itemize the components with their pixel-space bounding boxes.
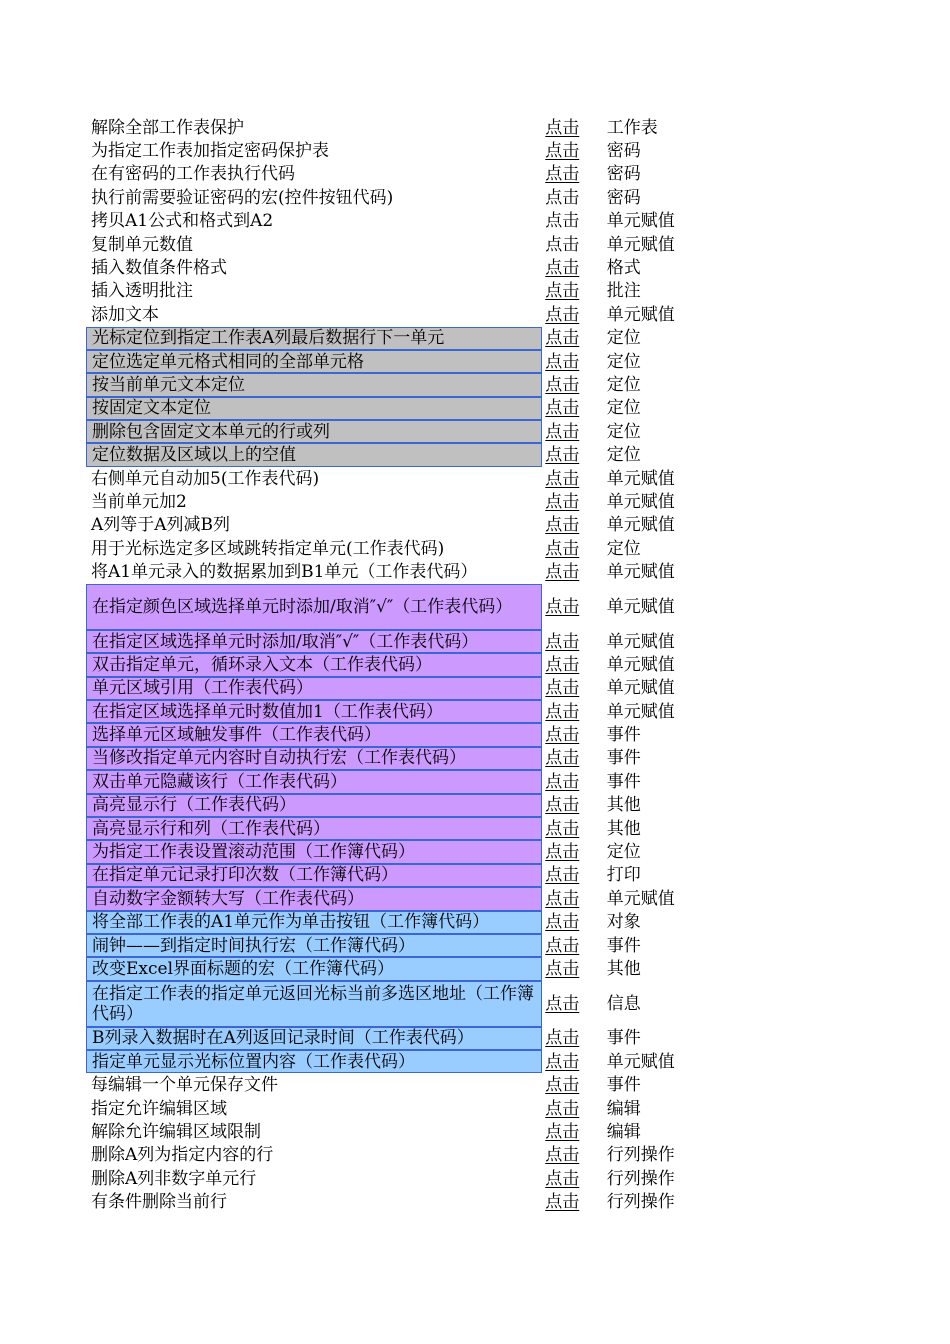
click-link-cell (542, 163, 606, 186)
click-link[interactable]: 点击 (545, 491, 580, 512)
click-link[interactable]: 点击 (545, 1145, 580, 1166)
macro-description: 为指定工作表加指定密码保护表 (91, 141, 329, 162)
macro-description: 改变Excel界面标题的宏（工作簿代码） (86, 957, 542, 980)
macro-description: 按当前单元文本定位 (86, 373, 542, 396)
table-row (86, 163, 696, 186)
click-link-cell (542, 747, 606, 770)
category-label: 单元赋值 (606, 701, 675, 722)
category-label: 定位 (606, 421, 641, 442)
category-label: 定位 (606, 398, 641, 419)
table-row (86, 1050, 696, 1073)
macro-description: 右侧单元自动加5(工作表代码) (91, 468, 320, 489)
click-link[interactable]: 点击 (545, 468, 580, 489)
click-link[interactable]: 点击 (545, 1028, 580, 1049)
macro-description: 选择单元区域触发事件（工作表代码） (86, 723, 542, 746)
table-row (86, 373, 696, 396)
click-link-cell (542, 981, 606, 1027)
category-label: 单元赋值 (606, 211, 675, 232)
table-row (86, 443, 696, 466)
category-label: 事件 (606, 771, 641, 792)
click-link-cell (542, 537, 606, 560)
category-label: 定位 (606, 351, 641, 372)
category-label: 打印 (606, 865, 641, 886)
category-label: 定位 (606, 374, 641, 395)
click-link-cell (542, 677, 606, 700)
click-link-cell (542, 490, 606, 513)
category-label: 事件 (606, 1028, 641, 1049)
table-row (86, 630, 696, 653)
click-link-cell (542, 794, 606, 817)
macro-description: 指定允许编辑区域 (91, 1098, 227, 1119)
macro-description: 在指定颜色区域选择单元时添加/取消″√″（工作表代码） (86, 584, 542, 630)
click-link-cell (542, 420, 606, 443)
table-row (86, 1027, 696, 1050)
click-link[interactable]: 点击 (545, 958, 580, 979)
category-label: 单元赋值 (606, 234, 675, 255)
category-label: 其他 (606, 795, 641, 816)
table-row (86, 303, 696, 326)
macro-description: 当修改指定单元内容时自动执行宏（工作表代码） (86, 747, 542, 770)
table-row (86, 116, 696, 139)
click-link-cell (542, 256, 606, 279)
macro-description: 高亮显示行（工作表代码） (86, 794, 542, 817)
table-row (86, 537, 696, 560)
macro-description: 高亮显示行和列（工作表代码） (86, 817, 542, 840)
click-link-cell (542, 817, 606, 840)
table-row (86, 1073, 696, 1096)
category-label: 对象 (606, 912, 641, 933)
category-label: 单元赋值 (606, 654, 675, 675)
click-link-cell (542, 116, 606, 139)
macro-description: 插入透明批注 (91, 281, 193, 302)
table-row (86, 887, 696, 910)
click-link[interactable]: 点击 (545, 912, 580, 933)
click-link-cell (542, 1027, 606, 1050)
macro-description: 删除A列为指定内容的行 (91, 1145, 274, 1166)
click-link-cell (542, 303, 606, 326)
click-link[interactable]: 点击 (545, 421, 580, 442)
click-link-cell (542, 864, 606, 887)
macro-description: 定位选定单元格式相同的全部单元格 (86, 350, 542, 373)
click-link-cell (542, 630, 606, 653)
click-link[interactable]: 点击 (545, 515, 580, 536)
click-link-cell (542, 233, 606, 256)
click-link-cell (542, 327, 606, 350)
click-link-cell (542, 443, 606, 466)
macro-description: 解除全部工作表保护 (91, 117, 244, 138)
category-label: 行列操作 (606, 1145, 675, 1166)
table-row (86, 1120, 696, 1143)
table-row (86, 794, 696, 817)
category-label: 事件 (606, 725, 641, 746)
macro-description: 删除A列非数字单元行 (91, 1168, 257, 1189)
table-row (86, 560, 696, 583)
category-label: 批注 (606, 281, 641, 302)
table-row (86, 420, 696, 443)
click-link[interactable]: 点击 (545, 304, 580, 325)
category-label: 单元赋值 (606, 515, 675, 536)
click-link-cell (542, 186, 606, 209)
category-label: 行列操作 (606, 1192, 675, 1213)
category-label: 事件 (606, 935, 641, 956)
table-row (86, 584, 696, 630)
click-link-cell (542, 514, 606, 537)
click-link-cell (542, 840, 606, 863)
macro-description: 在指定工作表的指定单元返回光标当前多选区地址（工作簿代码） (86, 981, 542, 1027)
click-link[interactable]: 点击 (545, 1121, 580, 1142)
macro-description: 将全部工作表的A1单元作为单击按钮（工作簿代码） (86, 911, 542, 934)
category-label: 事件 (606, 1075, 641, 1096)
click-link[interactable]: 点击 (545, 281, 580, 302)
table-row (86, 934, 696, 957)
table-row (86, 1097, 696, 1120)
macro-description: 有条件删除当前行 (91, 1192, 227, 1213)
table-row (86, 327, 696, 350)
click-link[interactable]: 点击 (545, 211, 580, 232)
table-row (86, 139, 696, 162)
category-label: 行列操作 (606, 1168, 675, 1189)
macro-description: 双击指定单元，循环录入文本（工作表代码） (86, 653, 542, 676)
click-link-cell (542, 1144, 606, 1167)
table-row (86, 490, 696, 513)
macro-description: 解除允许编辑区域限制 (91, 1121, 261, 1142)
click-link-cell (542, 1190, 606, 1213)
click-link[interactable]: 点击 (545, 1051, 580, 1072)
macro-description: 执行前需要验证密码的宏(控件按钮代码) (91, 187, 394, 208)
table-row (86, 840, 696, 863)
click-link[interactable]: 点击 (545, 117, 580, 138)
macro-description: 光标定位到指定工作表A列最后数据行下一单元 (86, 327, 542, 350)
table-row (86, 677, 696, 700)
macro-description: 用于光标选定多区域跳转指定单元(工作表代码) (91, 538, 445, 559)
table-row (86, 1144, 696, 1167)
click-link[interactable]: 点击 (545, 187, 580, 208)
category-label: 单元赋值 (606, 491, 675, 512)
category-label: 密码 (606, 164, 641, 185)
click-link-cell (542, 1097, 606, 1120)
macro-description: 按固定文本定位 (86, 397, 542, 420)
macro-description: 每编辑一个单元保存文件 (91, 1075, 278, 1096)
category-label: 单元赋值 (606, 468, 675, 489)
click-link[interactable]: 点击 (545, 398, 580, 419)
click-link-cell (542, 467, 606, 490)
macro-description: 在指定区域选择单元时数值加1（工作表代码） (86, 700, 542, 723)
table-row (86, 397, 696, 420)
click-link-cell (542, 770, 606, 793)
macro-description: 单元区域引用（工作表代码） (86, 677, 542, 700)
table-row (86, 210, 696, 233)
click-link-cell (542, 1167, 606, 1190)
macro-description: 在指定单元记录打印次数（工作簿代码） (86, 864, 542, 887)
category-label: 单元赋值 (606, 1051, 675, 1072)
click-link-cell (542, 584, 606, 630)
click-link-cell (542, 560, 606, 583)
table-row (86, 981, 696, 1027)
category-label: 单元赋值 (606, 631, 675, 652)
click-link[interactable]: 点击 (545, 562, 580, 583)
table-row (86, 911, 696, 934)
click-link-cell (542, 373, 606, 396)
click-link-cell (542, 887, 606, 910)
table-row (86, 280, 696, 303)
click-link[interactable]: 点击 (545, 538, 580, 559)
macro-description: 自动数字金额转大写（工作表代码） (86, 887, 542, 910)
macro-description: B列录入数据时在A列返回记录时间（工作表代码） (86, 1027, 542, 1050)
click-link[interactable]: 点击 (545, 164, 580, 185)
category-label: 密码 (606, 187, 641, 208)
click-link-cell (542, 1120, 606, 1143)
category-label: 事件 (606, 748, 641, 769)
click-link[interactable]: 点击 (545, 678, 580, 699)
click-link[interactable]: 点击 (545, 328, 580, 349)
macro-description: 定位数据及区域以上的空值 (86, 443, 542, 466)
macro-index-table (86, 116, 696, 1214)
click-link[interactable]: 点击 (545, 445, 580, 466)
click-link[interactable]: 点击 (545, 865, 580, 886)
click-link-cell (542, 139, 606, 162)
click-link[interactable]: 点击 (545, 1168, 580, 1189)
macro-description: 复制单元数值 (91, 234, 193, 255)
click-link[interactable]: 点击 (545, 631, 580, 652)
click-link[interactable]: 点击 (545, 771, 580, 792)
click-link[interactable]: 点击 (545, 1098, 580, 1119)
macro-description: 添加文本 (91, 304, 159, 325)
macro-description: 将A1单元录入的数据累加到B1单元（工作表代码） (91, 562, 478, 583)
macro-description: A列等于A列减B列 (91, 515, 231, 536)
category-label: 工作表 (606, 117, 658, 138)
category-label: 定位 (606, 445, 641, 466)
click-link[interactable]: 点击 (545, 1075, 580, 1096)
macro-description: 在有密码的工作表执行代码 (91, 164, 295, 185)
category-label: 定位 (606, 842, 641, 863)
table-row (86, 256, 696, 279)
macro-description: 当前单元加2 (91, 491, 187, 512)
category-label: 格式 (606, 258, 641, 279)
click-link[interactable]: 点击 (545, 935, 580, 956)
click-link[interactable]: 点击 (545, 725, 580, 746)
macro-description: 双击单元隐藏该行（工作表代码） (86, 770, 542, 793)
category-label: 单元赋值 (606, 596, 675, 617)
click-link[interactable]: 点击 (545, 818, 580, 839)
click-link[interactable]: 点击 (545, 234, 580, 255)
click-link[interactable]: 点击 (545, 351, 580, 372)
table-row (86, 233, 696, 256)
click-link[interactable]: 点击 (545, 654, 580, 675)
table-row (86, 1190, 696, 1213)
macro-description: 拷贝A1公式和格式到A2 (91, 211, 274, 232)
macro-description: 插入数值条件格式 (91, 258, 227, 279)
table-row (86, 747, 696, 770)
macro-description: 在指定区域选择单元时添加/取消″√″（工作表代码） (86, 630, 542, 653)
click-link-cell (542, 280, 606, 303)
click-link[interactable]: 点击 (545, 596, 580, 617)
table-row (86, 817, 696, 840)
category-label: 编辑 (606, 1121, 641, 1142)
table-row (86, 350, 696, 373)
category-label: 其他 (606, 818, 641, 839)
category-label: 单元赋值 (606, 304, 675, 325)
click-link-cell (542, 1050, 606, 1073)
table-row (86, 957, 696, 980)
click-link-cell (542, 911, 606, 934)
category-label: 编辑 (606, 1098, 641, 1119)
macro-description: 为指定工作表设置滚动范围（工作簿代码） (86, 840, 542, 863)
click-link[interactable]: 点击 (545, 701, 580, 722)
click-link[interactable]: 点击 (545, 258, 580, 279)
click-link-cell (542, 397, 606, 420)
table-row (86, 467, 696, 490)
table-row (86, 770, 696, 793)
category-label: 定位 (606, 538, 641, 559)
click-link[interactable]: 点击 (545, 748, 580, 769)
click-link-cell (542, 653, 606, 676)
table-row (86, 864, 696, 887)
table-row (86, 723, 696, 746)
click-link[interactable]: 点击 (545, 374, 580, 395)
click-link-cell (542, 350, 606, 373)
click-link-cell (542, 957, 606, 980)
category-label: 密码 (606, 141, 641, 162)
table-row (86, 514, 696, 537)
click-link-cell (542, 934, 606, 957)
table-row (86, 700, 696, 723)
category-label: 单元赋值 (606, 562, 675, 583)
click-link[interactable]: 点击 (545, 888, 580, 909)
click-link-cell (542, 700, 606, 723)
category-label: 信息 (606, 993, 641, 1014)
table-row (86, 186, 696, 209)
click-link-cell (542, 723, 606, 746)
click-link[interactable]: 点击 (545, 993, 580, 1014)
click-link[interactable]: 点击 (545, 795, 580, 816)
click-link-cell (542, 210, 606, 233)
click-link[interactable]: 点击 (545, 842, 580, 863)
category-label: 单元赋值 (606, 678, 675, 699)
table-row (86, 1167, 696, 1190)
macro-description: 闹钟——到指定时间执行宏（工作簿代码） (86, 934, 542, 957)
click-link-cell (542, 1073, 606, 1096)
category-label: 其他 (606, 958, 641, 979)
click-link[interactable]: 点击 (545, 141, 580, 162)
category-label: 定位 (606, 328, 641, 349)
macro-description: 指定单元显示光标位置内容（工作表代码） (86, 1050, 542, 1073)
macro-description: 删除包含固定文本单元的行或列 (86, 420, 542, 443)
table-row (86, 653, 696, 676)
category-label: 单元赋值 (606, 888, 675, 909)
click-link[interactable]: 点击 (545, 1192, 580, 1213)
